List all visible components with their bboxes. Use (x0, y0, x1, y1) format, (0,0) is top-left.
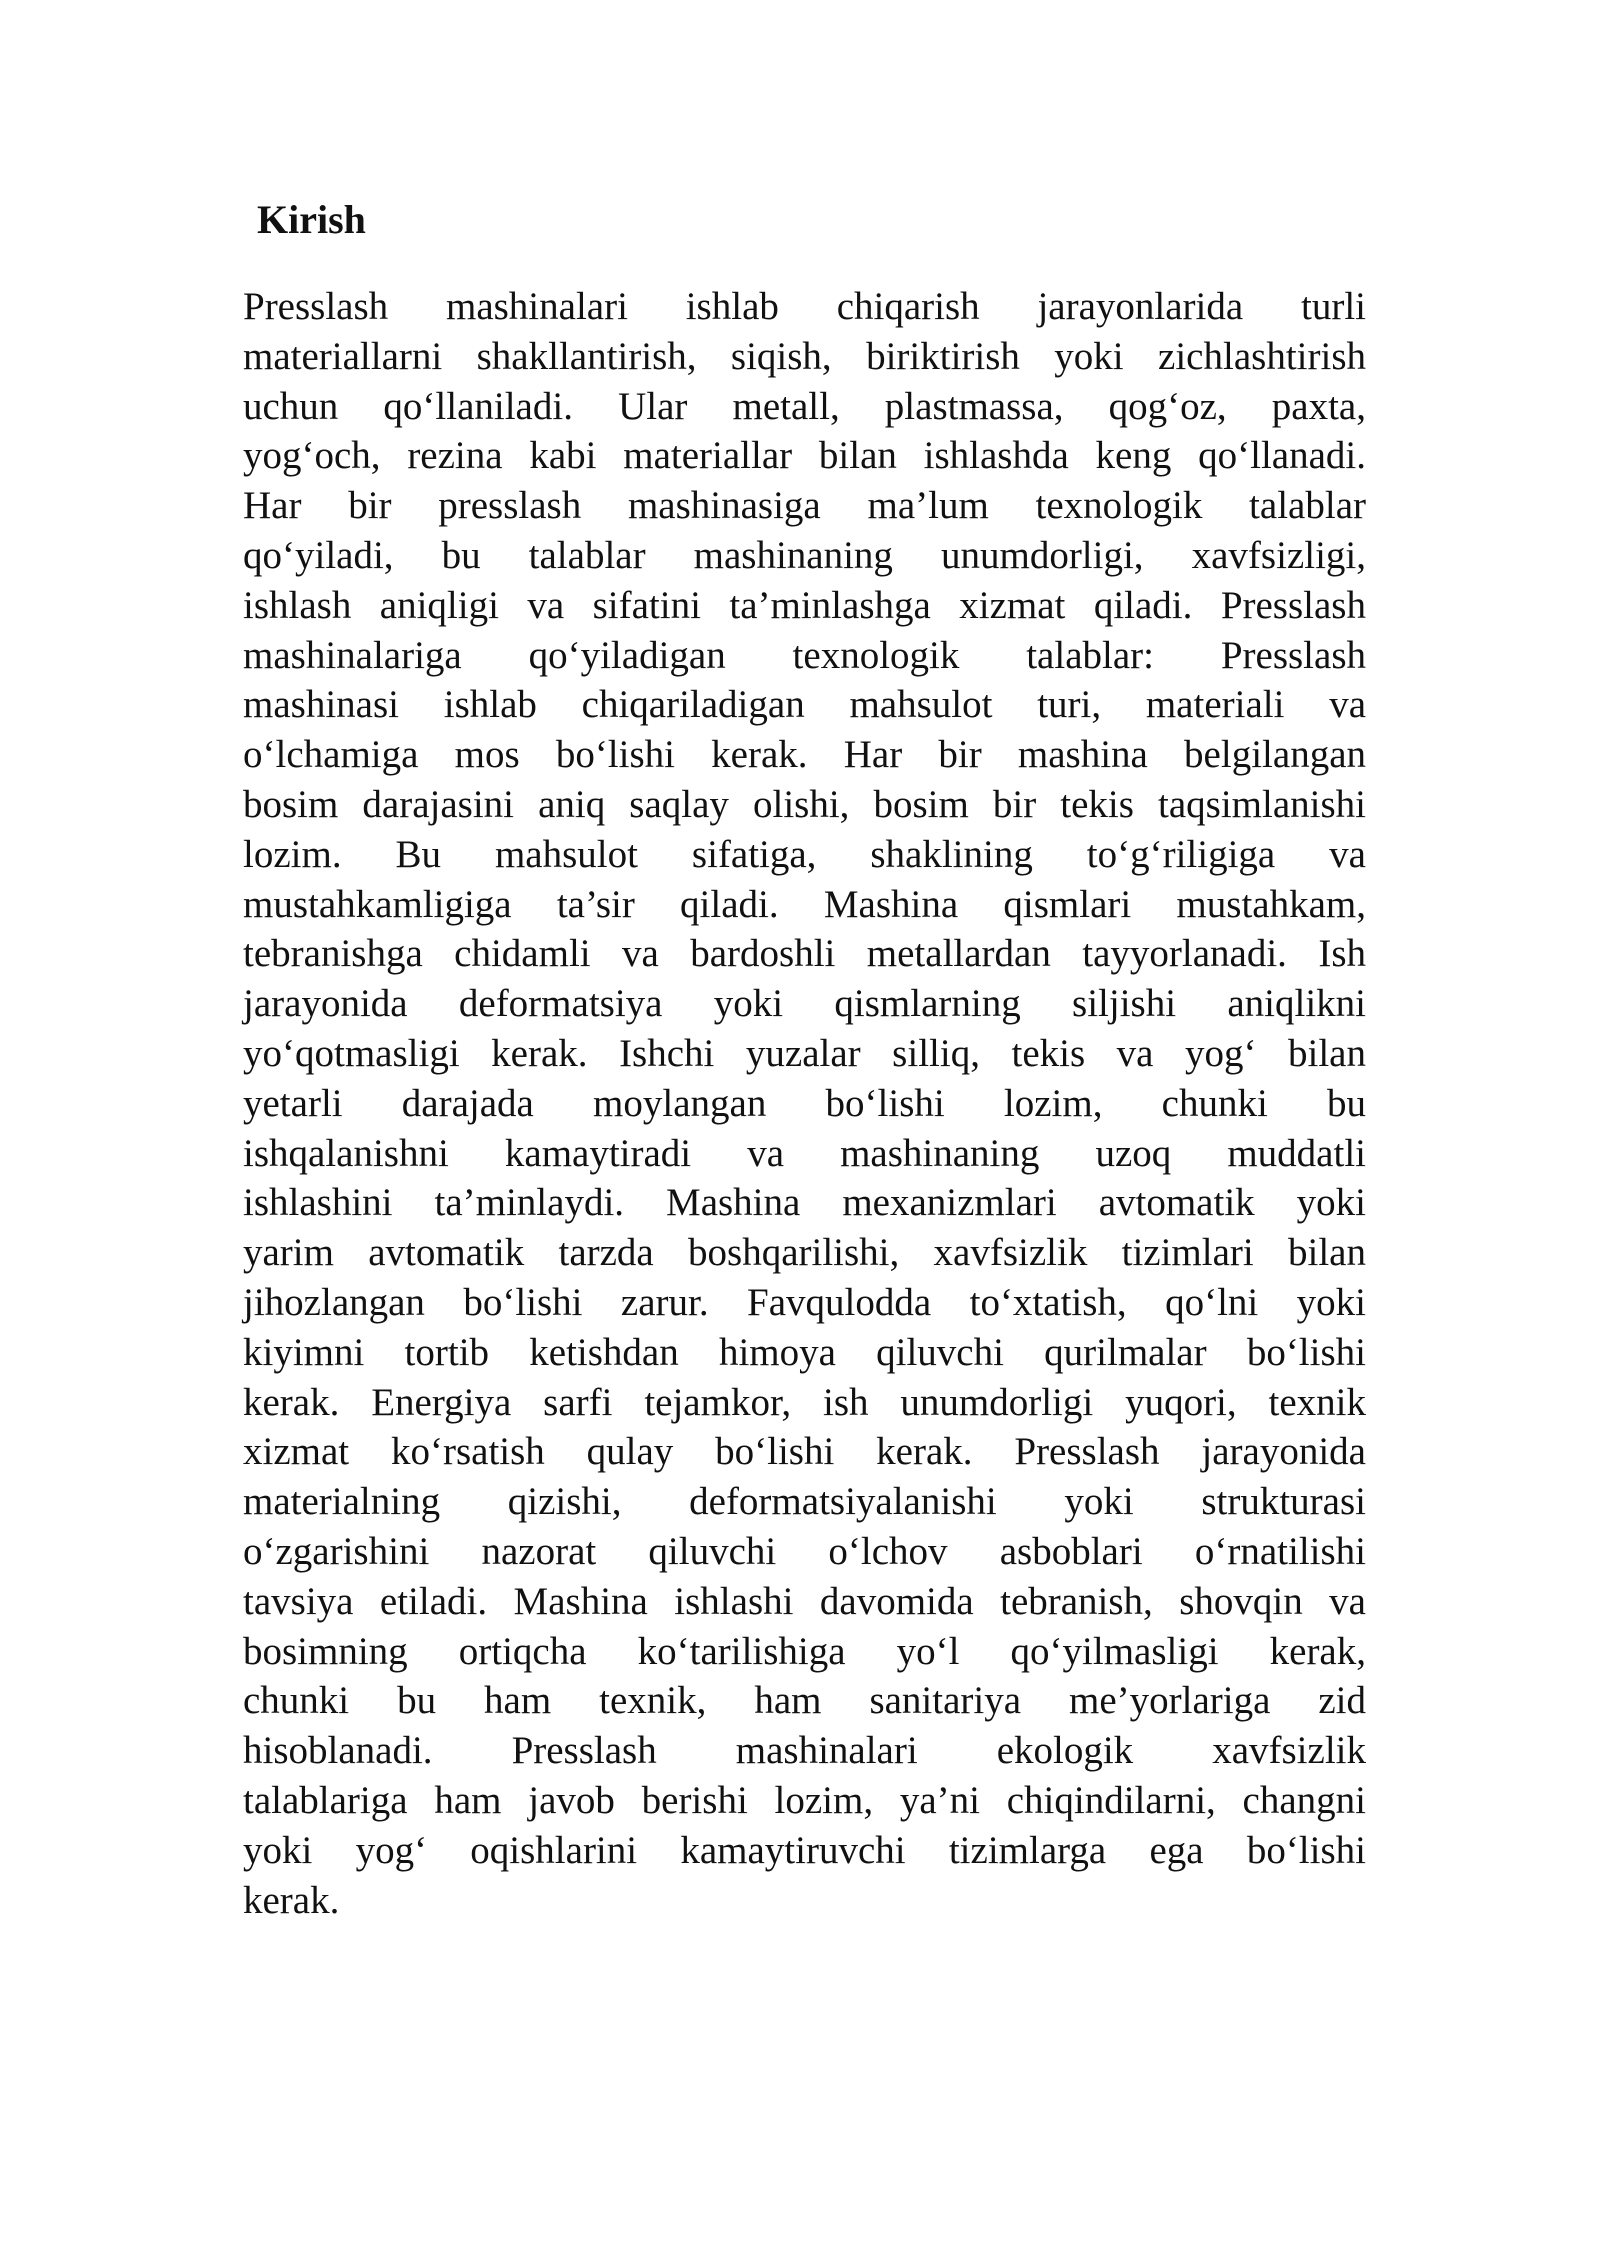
body-paragraph (243, 282, 1366, 1925)
body-line: mashinasi ishlab chiqariladigan mahsulot turi, materiali va (243, 683, 1366, 727)
body-line: mashinalariga qo‘yiladigan texnologik talablar: Presslash (243, 633, 1366, 677)
body-line: ishlashini ta’minlaydi. Mashina mexanizmlari avtomatik yoki (243, 1181, 1366, 1225)
body-line: bosimning ortiqcha ko‘tarilishiga yo‘l qo‘yilmasligi kerak, (243, 1629, 1366, 1673)
section-heading: Kirish (257, 197, 366, 242)
body-line: yo‘qotmasligi kerak. Ishchi yuzalar silliq, tekis va yog‘ bilan (243, 1031, 1366, 1075)
body-line: yoki yog‘ oqishlarini kamaytiruvchi tizimlarga ega bo‘lishi (243, 1828, 1366, 1872)
body-line: kiyimni tortib ketishdan himoya qiluvchi qurilmalar bo‘lishi (243, 1330, 1366, 1374)
body-line: tebranishga chidamli va bardoshli metallardan tayyorlanadi. Ish (243, 932, 1366, 976)
body-line: talablariga ham javob berishi lozim, ya’ni chiqindilarni, changni (243, 1778, 1366, 1822)
body-line: materiallarni shakllantirish, siqish, biriktirish yoki zichlashtirish (243, 334, 1366, 378)
body-line: materialning qizishi, deformatsiyalanishi yoki strukturasi (243, 1480, 1366, 1524)
body-line: yog‘och, rezina kabi materiallar bilan ishlashda keng qo‘llanadi. (243, 434, 1366, 478)
body-line: ishqalanishni kamaytiradi va mashinaning uzoq muddatli (243, 1131, 1366, 1175)
body-line: yarim avtomatik tarzda boshqarilishi, xavfsizlik tizimlari bilan (243, 1231, 1366, 1275)
body-line: kerak. (243, 1878, 340, 1922)
body-content (243, 282, 1366, 1925)
body-line: yetarli darajada moylangan bo‘lishi lozim, chunki bu (243, 1081, 1366, 1125)
body-line: mustahkamligiga ta’sir qiladi. Mashina qismlari mustahkam, (243, 882, 1366, 926)
body-line: jihozlangan bo‘lishi zarur. Favqulodda to‘xtatish, qo‘lni yoki (243, 1280, 1366, 1324)
body-line: uchun qo‘llaniladi. Ular metall, plastmassa, qog‘oz, paxta, (243, 384, 1366, 428)
body-line: hisoblanadi. Presslash mashinalari ekologik xavfsizlik (243, 1729, 1366, 1773)
body-line: Presslash mashinalari ishlab chiqarish jarayonlarida turli (243, 285, 1366, 328)
body-line: qo‘yiladi, bu talablar mashinaning unumdorligi, xavfsizligi, (243, 533, 1366, 577)
body-line: bosim darajasini aniq saqlay olishi, bosim bir tekis taqsimlanishi (243, 782, 1366, 826)
body-line: xizmat ko‘rsatish qulay bo‘lishi kerak. Presslash jarayonida (243, 1430, 1366, 1474)
body-line: ishlash aniqligi va sifatini ta’minlashga xizmat qiladi. Presslash (243, 583, 1366, 627)
body-line: chunki bu ham texnik, ham sanitariya me’yorlariga zid (243, 1679, 1366, 1723)
body-line: o‘lchamiga mos bo‘lishi kerak. Har bir mashina belgilangan (243, 733, 1366, 777)
body-line: o‘zgarishini nazorat qiluvchi o‘lchov asboblari o‘rnatilishi (243, 1529, 1366, 1573)
body-line: lozim. Bu mahsulot sifatiga, shaklining to‘g‘riligiga va (243, 832, 1366, 876)
body-line: kerak. Energiya sarfi tejamkor, ish unumdorligi yuqori, texnik (243, 1380, 1366, 1424)
body-line: tavsiya etiladi. Mashina ishlashi davomida tebranish, shovqin va (243, 1579, 1366, 1623)
body-line: jarayonida deformatsiya yoki qismlarning siljishi aniqlikni (243, 982, 1366, 1026)
body-line: Har bir presslash mashinasiga ma’lum texnologik talablar (243, 484, 1366, 528)
